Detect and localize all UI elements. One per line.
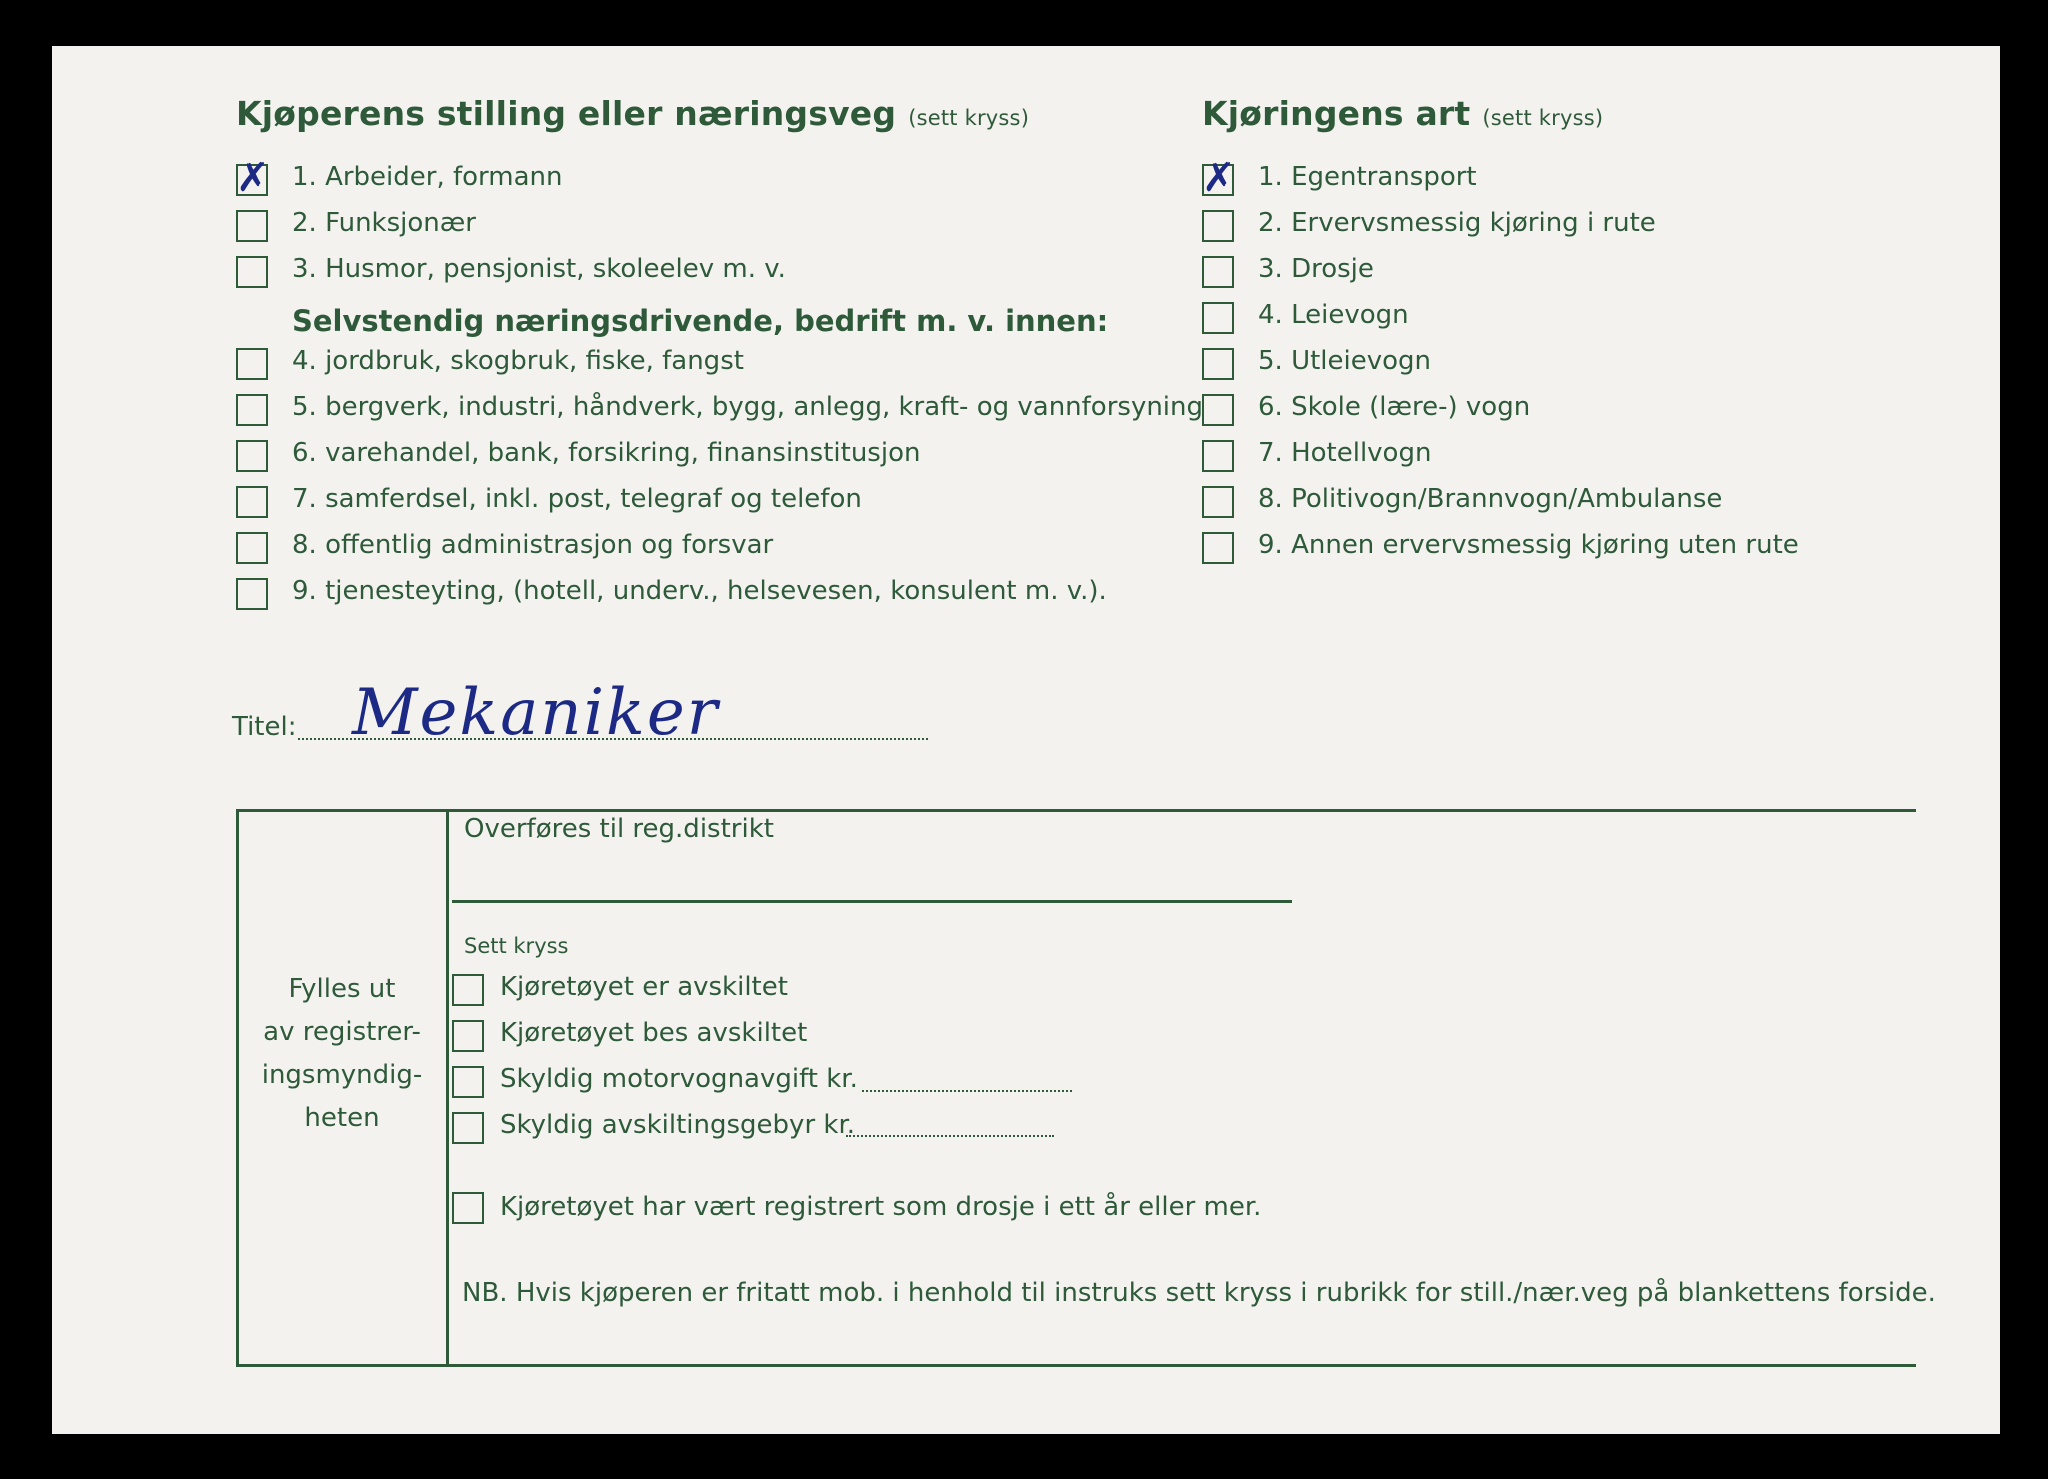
driving-type-label-4: 4. Leievogn bbox=[1258, 300, 1409, 330]
buyer-occupation-heading bbox=[236, 94, 1029, 133]
occupation-checkbox-2[interactable] bbox=[236, 210, 268, 242]
occupation-checkbox-1[interactable] bbox=[236, 155, 270, 201]
buyer-occupation-title: Kjøperens stilling eller næringsveg bbox=[236, 94, 897, 133]
driving-type-label-5: 5. Utleievogn bbox=[1258, 346, 1432, 376]
driving-type-checkbox-2[interactable] bbox=[1202, 210, 1234, 242]
title-field-handwritten-value[interactable]: Mekaniker bbox=[352, 676, 720, 750]
industry-label-2: 5. bergverk, industri, håndverk, bygg, anlegg, kraft- og vannforsyning bbox=[292, 392, 1204, 422]
registry-check-label-4: Skyldig avskiltingsgebyr kr. bbox=[500, 1110, 856, 1140]
driving-type-label-3: 3. Drosje bbox=[1258, 254, 1374, 284]
side-label-line-2: av registrer- bbox=[263, 1017, 421, 1047]
industry-checkbox-6[interactable] bbox=[236, 578, 268, 610]
industry-label-1: 4. jordbruk, skogbruk, fiske, fangst bbox=[292, 346, 744, 376]
registry-check-checkbox-2[interactable] bbox=[452, 1020, 484, 1052]
driving-type-hint: (sett kryss) bbox=[1482, 106, 1604, 130]
driving-type-label-7: 7. Hotellvogn bbox=[1258, 438, 1432, 468]
driving-type-label-8: 8. Politivogn/Brannvogn/Ambulanse bbox=[1258, 484, 1723, 514]
driving-type-checkbox-8[interactable] bbox=[1202, 486, 1234, 518]
side-label-line-4: heten bbox=[304, 1103, 380, 1133]
registry-check-checkbox-1[interactable] bbox=[452, 974, 484, 1006]
industry-checkbox-3[interactable] bbox=[236, 440, 268, 472]
box-top-line bbox=[236, 809, 1916, 812]
occupation-checkbox-3[interactable] bbox=[236, 256, 268, 288]
side-label-line-3: ingsmyndig- bbox=[261, 1060, 423, 1090]
form-card bbox=[52, 46, 2000, 1434]
drosje-checkbox[interactable] bbox=[452, 1192, 484, 1224]
registry-side-label bbox=[242, 968, 442, 1140]
driving-type-label-6: 6. Skole (lære-) vogn bbox=[1258, 392, 1531, 422]
check-mark-icon: ✗ bbox=[1202, 155, 1236, 201]
industry-checkbox-1[interactable] bbox=[236, 348, 268, 380]
driving-type-checkbox-9[interactable] bbox=[1202, 532, 1234, 564]
industry-checkbox-5[interactable] bbox=[236, 532, 268, 564]
driving-type-checkbox-6[interactable] bbox=[1202, 394, 1234, 426]
industry-label-4: 7. samferdsel, inkl. post, telegraf og telefon bbox=[292, 484, 862, 514]
driving-type-checkbox-4[interactable] bbox=[1202, 302, 1234, 334]
buyer-occupation-hint: (sett kryss) bbox=[908, 106, 1030, 130]
registry-check-label-3: Skyldig motorvognavgift kr. bbox=[500, 1064, 858, 1094]
driving-type-checkbox-5[interactable] bbox=[1202, 348, 1234, 380]
box-left-line bbox=[236, 809, 239, 1367]
registry-check-label-1: Kjøretøyet er avskiltet bbox=[500, 972, 788, 1002]
sett-kryss-label: Sett kryss bbox=[464, 934, 569, 958]
industry-label-3: 6. varehandel, bank, forsikring, finansinstitusjon bbox=[292, 438, 921, 468]
drosje-check-label: Kjøretøyet har vært registrert som drosje i ett år eller mer. bbox=[500, 1192, 1262, 1222]
plate-fee-amount-line[interactable] bbox=[846, 1135, 1054, 1137]
driving-type-label-1: 1. Egentransport bbox=[1258, 162, 1477, 192]
registry-check-label-2: Kjøretøyet bes avskiltet bbox=[500, 1018, 808, 1048]
industry-label-6: 9. tjenesteyting, (hotell, underv., helsevesen, konsulent m. v.). bbox=[292, 576, 1107, 606]
driving-type-checkbox-1[interactable] bbox=[1202, 155, 1236, 201]
driving-type-label-9: 9. Annen ervervsmessig kjøring uten rute bbox=[1258, 530, 1799, 560]
driving-type-checkbox-7[interactable] bbox=[1202, 440, 1234, 472]
transfer-district-label: Overføres til reg.distrikt bbox=[464, 814, 774, 844]
nb-note: NB. Hvis kjøperen er fritatt mob. i henhold til instruks sett kryss i rubrikk for still./nær.veg på blankettens forside. bbox=[462, 1278, 1936, 1308]
check-mark-icon: ✗ bbox=[236, 155, 270, 201]
industry-checkbox-4[interactable] bbox=[236, 486, 268, 518]
registry-check-checkbox-3[interactable] bbox=[452, 1066, 484, 1098]
box-bottom-line bbox=[236, 1364, 1916, 1367]
industry-checkbox-2[interactable] bbox=[236, 394, 268, 426]
occupation-label-2: 2. Funksjonær bbox=[292, 208, 476, 238]
occupation-label-1: 1. Arbeider, formann bbox=[292, 162, 563, 192]
industry-label-5: 8. offentlig administrasjon og forsvar bbox=[292, 530, 774, 560]
title-field-label: Titel: bbox=[232, 712, 297, 742]
driving-type-title: Kjøringens art bbox=[1202, 94, 1471, 133]
registry-check-checkbox-4[interactable] bbox=[452, 1112, 484, 1144]
driving-type-label-2: 2. Ervervsmessig kjøring i rute bbox=[1258, 208, 1656, 238]
occupation-label-3: 3. Husmor, pensjonist, skoleelev m. v. bbox=[292, 254, 786, 284]
vehicle-tax-amount-line[interactable] bbox=[862, 1090, 1072, 1092]
driving-type-checkbox-3[interactable] bbox=[1202, 256, 1234, 288]
box-divider-line bbox=[446, 809, 449, 1367]
side-label-line-1: Fylles ut bbox=[288, 974, 396, 1004]
transfer-district-line[interactable] bbox=[452, 900, 1292, 903]
self-employed-subheading: Selvstendig næringsdrivende, bedrift m. v. innen: bbox=[292, 304, 1109, 338]
driving-type-heading bbox=[1202, 94, 1603, 133]
